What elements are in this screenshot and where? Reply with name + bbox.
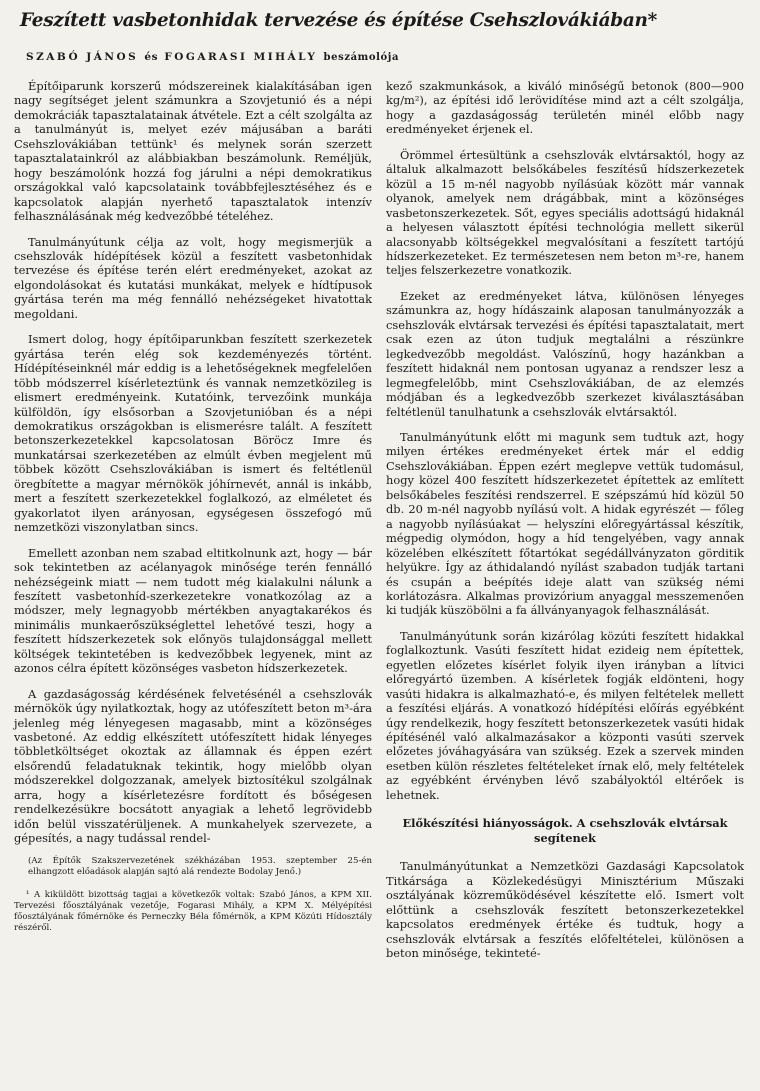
byline: [26, 50, 744, 65]
paragraph: Tanulmányútunk előtt mi magunk sem tudtuk azt, hogy milyen értékes eredményeket értek már el eddig Csehszlovákiában. Éppen ezért meglepve vettük tudomásul, hogy közel 400 feszített hídszerkezetet építettek az említett belsőkábeles feszítési rendszerrel. E szépszámú híd közül 50 db. 20 m-nél nagyobb nyílású volt. A hidak egyrészét — főleg a nagyobb nyílásúakat — helyszíni előregyártással készítik, mégpedig olymódon, hogy a híd tengelyében, vagy annak közelében elkészített főtartókat segédállványzaton görditik helyükre. Így az áthidalandó nyílást szabadon tudják tartani és csupán a beépítés ideje alatt van szükség némi korlátozásra. Alkalmas provizórium anyaggal messzemenően ki tudják küszöbölni a fa állványanyagok felhasználását.: [386, 429, 744, 618]
editor-note: (Az Építők Szakszervezetének székházában 1953. szeptember 25-én elhangzott előadások alapján sajtó alá rendezte Bodolay Jenő.): [28, 855, 372, 877]
paragraph: A gazdaságosság kérdésének felvetésénél a csehszlovák mérnökök úgy nyilatkoztak, hogy az utófeszített beton m³-ára jelenleg még lényegesen magasabb, mint a közönséges vasbetoné. Az eddig elkészített utófeszített hidak lényeges többletköltséget okoztak az államnak és éppen ezért elsőrendű feladatuknak tekintik, hogy mielőbb olyan módszerekkel dolgozzanak, amelyek biztosítékul szolgálnak arra, hogy a kísérletezésre fordított és bőségesen rendelkezésükre bocsátott anyagiak a lehető legrövidebb időn belül visszatérüljenek. A munkahelyek szervezete, a gépesítés, a nagy tudással rendel-: [14, 686, 372, 846]
right-column: [386, 79, 744, 971]
paragraph: Tanulmányútunk célja az volt, hogy megismerjük a csehszlovák hídépítések közül a feszített vasbetonhidak tervezése és építése terén elért eredményeket, azokat az elgondolásokat és kutatási munkákat, melyek e hídtípusok gyártása terén ma még fennálló nehézségeket hivatottak megoldani.: [14, 234, 372, 321]
byline-and: és: [144, 51, 159, 63]
paragraph: kező szakmunkások, a kiváló minőségű betonok (800—900 kg/m²), az építési idő lerövidítése mind azt a célt szolgálja, hogy a gazdaságosság területén minél előbb nagy eredményeket érjenek el.: [386, 79, 744, 137]
paragraph: Tanulmányútunkat a Nemzetközi Gazdasági Kapcsolatok Titkársága a Közlekedésügyi Minisztérium Műszaki osztályának közreműködésével készítette elő. Ismert volt előttünk a csehszlovák feszített betonszerkezetekkel kapcsolatos eredmények értéke és tudtuk, hogy a csehszlovák elvtársak a feszítés előfeltételei, különösen a beton minősége, tekinteté-: [386, 859, 744, 961]
paragraph: Ezeket az eredményeket látva, különösen lényeges számunkra az, hogy hídászaink alaposan tanulmányozzák a csehszlovák elvtársak tervezési és építési tapasztalatait, mert csak ezen az úton tudjuk megtalálni a részünkre legkedvezőbb megoldást. Valószínű, hogy hazánkban a feszített hidaknál nem pontosan ugyanaz a rendszer lesz a legmegfelelőbb, mint Csehszlovákiában, de az elemzés módjában és a legkedvezőbb szerkezet kiválasztásában feltétlenül tanulhatunk a csehszlovák elvtársaktól.: [386, 288, 744, 419]
author-1: SZABÓ JÁNOS: [26, 51, 139, 63]
byline-suffix: beszámolója: [323, 52, 400, 63]
paragraph: Emellett azonban nem szabad eltitkolnunk azt, hogy — bár sok tekintetben az acélanyagok minősége terén fennálló nehézségeink miatt — nem tudott még kialakulni nálunk a feszített vasbetonhíd-szerkezetekre vonatkozólag az a módszer, mely legnagyobb mértékben anyagtakarékos és minimális munkaerőszükséglettel lehetővé teszi, hogy a feszített hídszerkezetek sok előnyös tulajdonsággal mellett költségek tekintetében is kedvezőbbek legyenek, mint az azonos célra épített közönséges vasbeton hídszerkezetek.: [14, 545, 372, 676]
left-column: [14, 79, 372, 971]
article-body: [14, 79, 744, 971]
paragraph: Tanulmányútunk során kizárólag közúti feszített hidakkal foglalkoztunk. Vasúti feszített hidat ezideig nem építettek, egyetlen előzetes kísérlet folyik ilyen irányban a lítvici előregyártó üzemben. A kísérletek fogják eldönteni, hogy vasúti hidakra is alkalmazható-e, és milyen feltételek mellett a feszítési eljárás. A vonatkozó hídépítési előírás egyébként úgy rendelkezik, hogy feszített betonszerkezetek vasúti hidak építésénél való alkalmazásakor a központi vasúti szervek előzetes jóváhagyására van szükség. Ezek a szervek minden esetben külön részletes feltételeket írnak elő, mely feltételek az egyébként érvényben lévő szabályoktól eltérőek is lehetnek.: [386, 628, 744, 802]
paragraph: Ismert dolog, hogy építőiparunkban feszített szerkezetek gyártása terén elég sok kezdeményezés történt. Hídépítéseinknél már eddig is a lehetőségeknek megfelelően több módszerrel kísérleteztünk és vannak nemzetközileg is elismert eredményeink. Kutatóink, tervezőink munkája külföldön, így elsősorban a Szovjetunióban és a népi demokratikus országokban is elismerésre talált. A feszített betonszerkezetekkel kapcsolatosan Böröcz Imre és munkatársai szerkezetében az elmúlt évben megjelent mű többek között Csehszlovákiában is ismert és feltétlenül öregbítette a magyar mérnökök jóhírnevét, annál is inkább, mert a feszített szerkezetekkel foglalkozó, az elméletet és gyakorlatot ilyen arányosan, egységesen összefogó mű nemzetközi viszonylatban sincs.: [14, 332, 372, 535]
author-2: FOGARASI MIHÁLY: [164, 51, 318, 63]
paragraph: Építőiparunk korszerű módszereinek kialakításában igen nagy segítséget jelent számunkra a Szovjetunió és a népi demokráciák tapasztalatainak átvétele. Ezt a célt szolgálta az a tanulmányút is, melyet ezév májusában a baráti Csehszlovákiában tettünk¹ és melynek során szerzett tapasztalatainkról az alábbiakban beszámolunk. Reméljük, hogy beszámolónk hozzá fog járulni a népi demokratikus országokkal való kapcsolataink továbbfejlesztéséhez és e kapcsolatok alapján nyerhető tapasztalatok intenzív felhasználásának még kedvezőbbé tételéhez.: [14, 79, 372, 224]
article-title: Feszített vasbetonhidak tervezése és építése Csehszlovákiában*: [20, 10, 657, 31]
section-heading: Előkészítési hiányosságok. A csehszlovák elvtársak segítenek: [402, 816, 728, 845]
paragraph: Örömmel értesültünk a csehszlovák elvtársaktól, hogy az általuk alkalmazott belsőkábeles feszítésű hídszerkezetek közül a 15 m-nél nagyobb nyílásúak között már vannak olyanok, amelyek nem drágábbak, mint a közönséges vasbetonszerkezetek. Sőt, egyes speciális adottságú hidaknál a helyesen választott építési technológia mellett sikerül alacsonyabb költségekkel megvalósítani a feszített tartójú hídszerkezeteket. Ez természetesen nem beton m³-re, hanem teljes felszerkezetre vonatkozik.: [386, 147, 744, 278]
footnote: ¹ A kiküldött bizottság tagjai a következők voltak: Szabó János, a KPM XII. Tervezési főosztályának vezetője, Fogarasi Mihály, a KPM X. Mélyépítési főosztályának főmérnöke és Perneczky Béla főmérnök, a KPM Közúti Hídosztály részéről.: [14, 889, 372, 933]
